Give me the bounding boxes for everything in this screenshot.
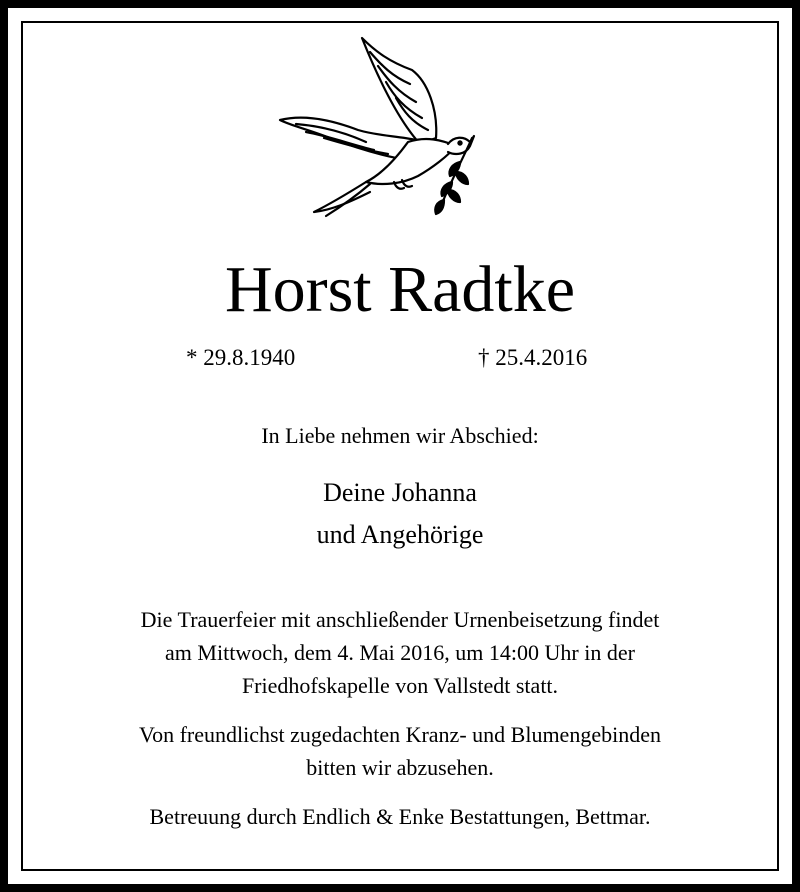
deceased-name: Horst Radtke — [224, 253, 576, 326]
signature-line-2: und Angehörige — [316, 520, 484, 549]
ceremony-line: am Mittwoch, dem 4. Mai 2016, um 14:00 Uhr in der — [165, 640, 635, 665]
wreath-request-line: bitten wir abzusehen. — [306, 755, 494, 780]
wreath-request-line: Von freundlichst zugedachten Kranz- und Blumengebinden — [139, 722, 661, 747]
ceremony-line: Die Trauerfeier mit anschließender Urnenbeisetzung findet — [140, 607, 660, 632]
farewell-intro: In Liebe nehmen wir Abschied: — [261, 423, 539, 448]
undertaker-line: Betreuung durch Endlich & Enke Bestattungen, Bettmar. — [149, 804, 651, 829]
signature-line-1: Deine Johanna — [323, 478, 477, 507]
ceremony-line: Friedhofskapelle von Vallstedt statt. — [241, 673, 559, 698]
death-date: † 25.4.2016 — [478, 345, 588, 370]
dove-with-olive-branch-icon — [270, 32, 480, 222]
birth-date: * 29.8.1940 — [186, 345, 296, 370]
